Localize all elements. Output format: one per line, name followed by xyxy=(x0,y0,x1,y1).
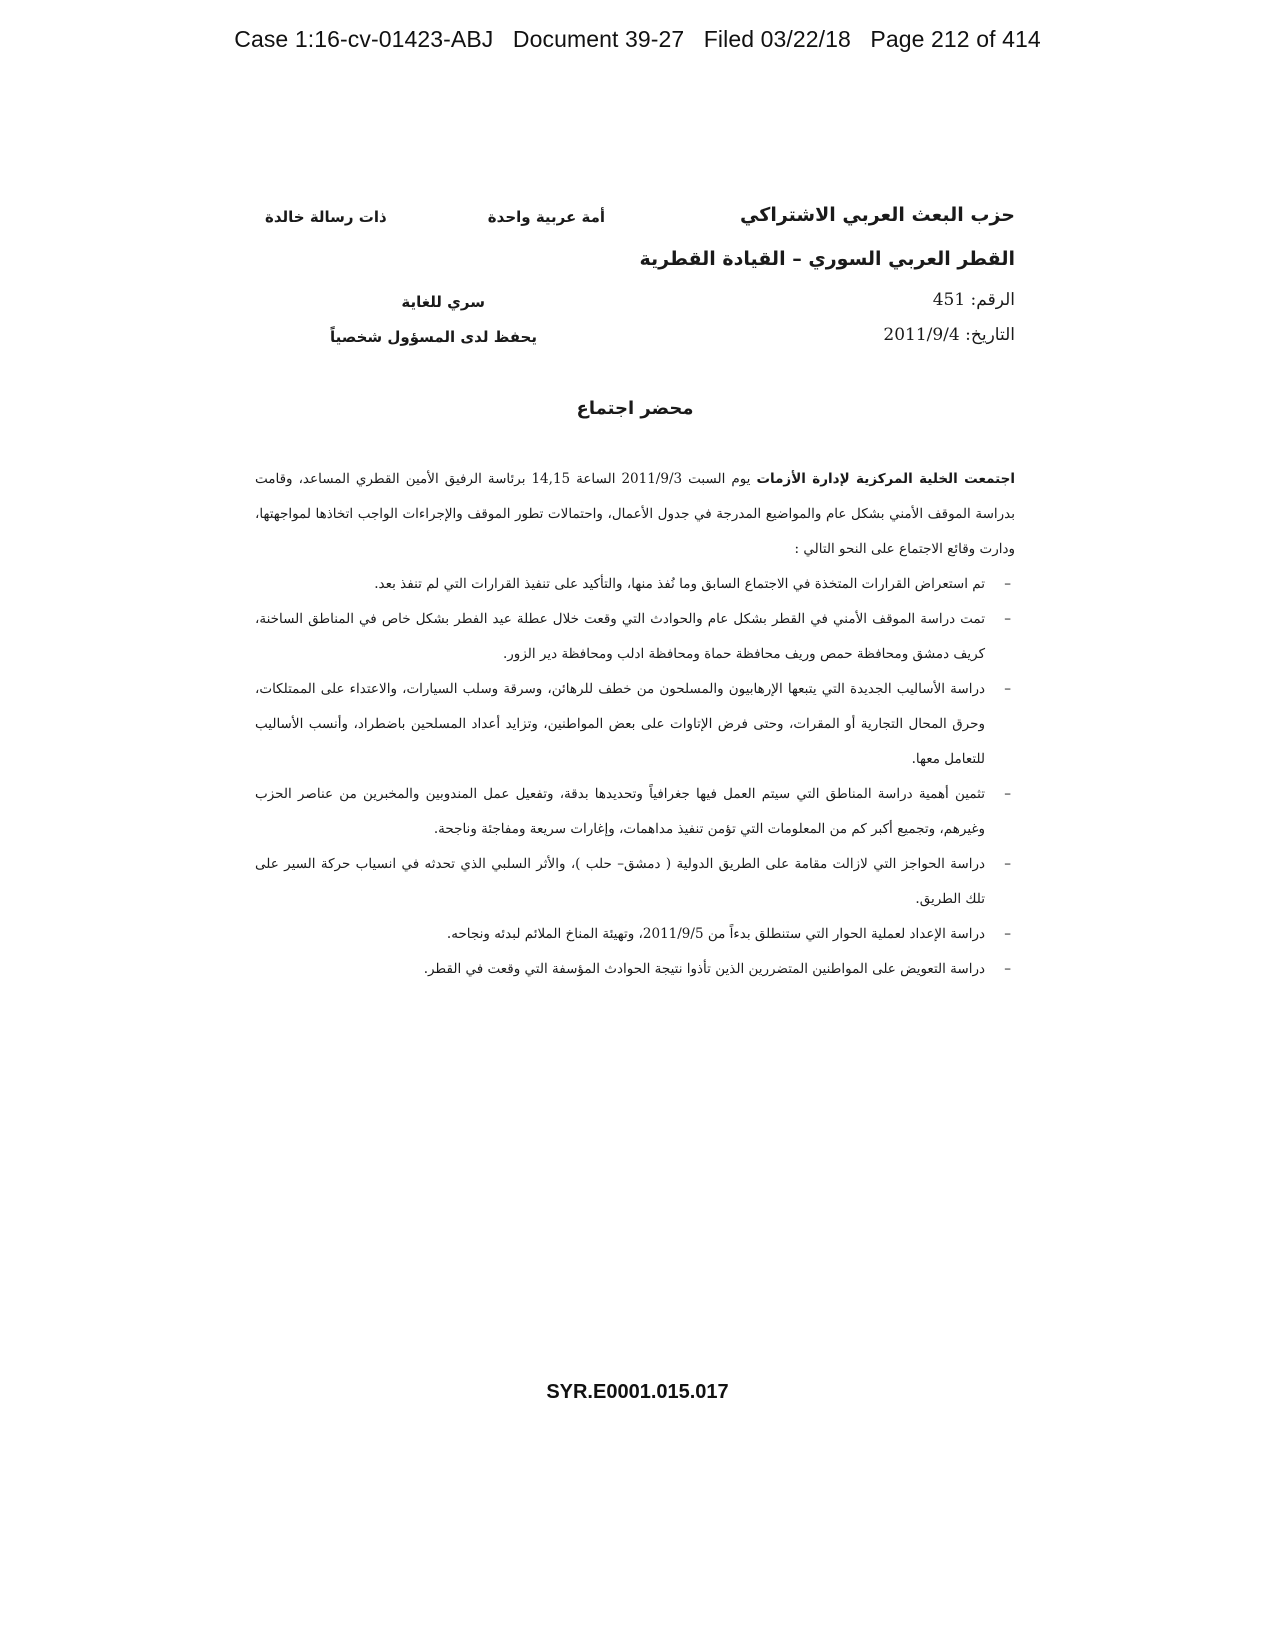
list-item: – تم استعراض القرارات المتخذة في الاجتماع السابق وما نُفذ منها، والتأكيد على تنفيذ القرارات التي لم تنفذ بعد. xyxy=(255,567,1015,602)
list-item: – تثمين أهمية دراسة المناطق التي سيتم العمل فيها جغرافياً وتحديدها بدقة، وتفعيل عمل المندوبين والمخبرين من عناصر الحزب وغيرهم، وتجميع أكبر كم من المعلومات التي تؤمن تنفيذ مداهمات، وإغارات سريعة ومفاجئة وناجحة. xyxy=(255,777,1015,847)
list-item: – دراسة الأساليب الجديدة التي يتبعها الإرهابيون والمسلحون من خطف للرهائن، وسرقة وسلب السيارات، والاعتداء على الممتلكات، وحرق المحال التجارية أو المقرات، وحتى فرض الإتاوات على بعض المواطنين، وتزايد أعداد المسلحين باضطراد، وأنسب الأساليب للتعامل معها. xyxy=(255,672,1015,777)
list-item: – تمت دراسة الموقف الأمني في القطر بشكل عام والحوادث التي وقعت خلال عطلة عيد الفطر بشكل خاص في المناطق الساخنة، كريف دمشق ومحافظة حمص وريف محافظة حماة ومحافظة ادلب ومحافظة دير الزور. xyxy=(255,602,1015,672)
document-date xyxy=(883,325,1015,345)
meeting-minutes xyxy=(255,462,1015,987)
list-item: – دراسة الحواجز التي لازالت مقامة على الطريق الدولية ( دمشق– حلب )، والأثر السلبي الذي تحدثه في انسياب حركة السير على تلك الطريق. xyxy=(255,847,1015,917)
intro-bold: اجتمعت الخلية المركزية لإدارة الأزمات xyxy=(756,471,1015,487)
slogan-message: ذات رسالة خالدة xyxy=(265,208,387,226)
document-title: محضر اجتماع xyxy=(576,398,694,419)
party-name: حزب البعث العربي الاشتراكي xyxy=(740,204,1015,226)
agenda-list xyxy=(255,567,1015,987)
slogan-nation: أمة عربية واحدة xyxy=(487,208,605,226)
list-item: – دراسة الإعداد لعملية الحوار التي ستنطلق بدءاً من 2011/9/5، وتهيئة المناخ الملائم لبدئه ونجاحه. xyxy=(255,917,1015,952)
reference-number xyxy=(933,290,1015,310)
court-filing-header: Case 1:16-cv-01423-ABJ Document 39-27 Filed 03/22/18 Page 212 of 414 xyxy=(234,26,1041,52)
bates-number: SYR.E0001.015.017 xyxy=(546,1381,729,1403)
handling-instruction: يحفظ لدى المسؤول شخصياً xyxy=(330,328,537,346)
date-value: 2011/9/4 xyxy=(883,325,960,345)
number-label: الرقم: xyxy=(970,290,1015,310)
number-value: 451 xyxy=(932,290,966,310)
region-command: القطر العربي السوري – القيادة القطرية xyxy=(639,248,1015,270)
date-label: التاريخ: xyxy=(965,325,1015,345)
list-item: – دراسة التعويض على المواطنين المتضررين الذين تأذوا نتيجة الحوادث المؤسفة التي وقعت في القطر. xyxy=(255,952,1015,987)
intro-paragraph xyxy=(255,462,1015,567)
intro-text: يوم السبت 2011/9/3 الساعة 14,15 برئاسة الرفيق الأمين القطري المساعد، وقامت بدراسة الموقف الأمني بشكل عام والمواضيع المدرجة في جدول الأعمال، واحتمالات تطور الموقف والإجراءات الواجب اتخاذها لمواجهتها، ودارت وقائع الاجتماع على النحو التالي : xyxy=(255,471,1015,557)
classification-stamp: سري للغاية xyxy=(401,293,485,311)
